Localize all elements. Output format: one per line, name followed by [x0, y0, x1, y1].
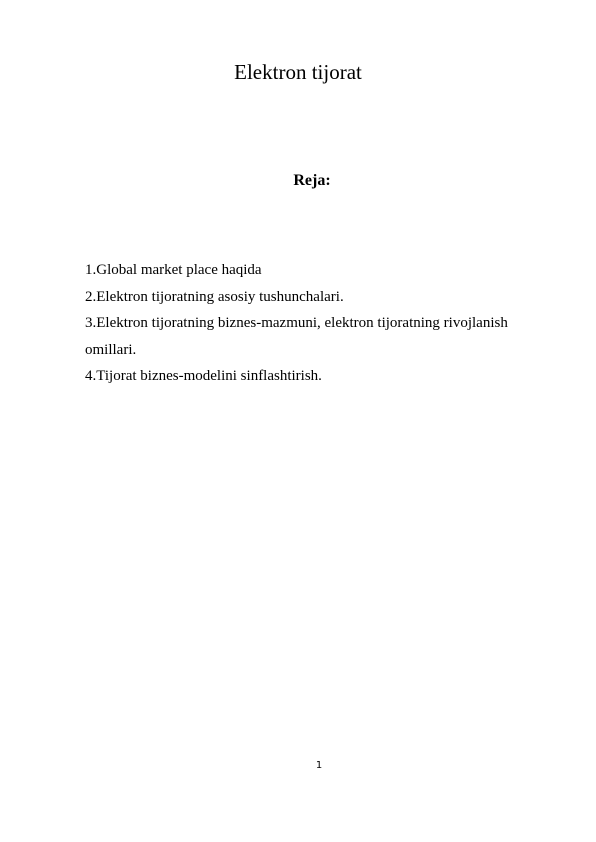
plan-item-3-continuation: omillari.: [85, 341, 137, 358]
plan-heading: Reja:: [293, 172, 331, 189]
document-title: Elektron tijorat: [234, 60, 362, 84]
plan-item-3: 3.Elektron tijoratning biznes-mazmuni, elektron tijoratning rivojlanish: [85, 315, 508, 331]
plan-list: [85, 257, 555, 390]
plan-item-4: 4.Tijorat biznes-modelini sinflashtirish.: [85, 368, 322, 384]
plan-item-2: 2.Elektron tijoratning asosiy tushunchalari.: [85, 288, 344, 305]
plan-item-1: 1.Global market place haqida: [85, 262, 262, 278]
page-number: 1: [315, 760, 323, 771]
